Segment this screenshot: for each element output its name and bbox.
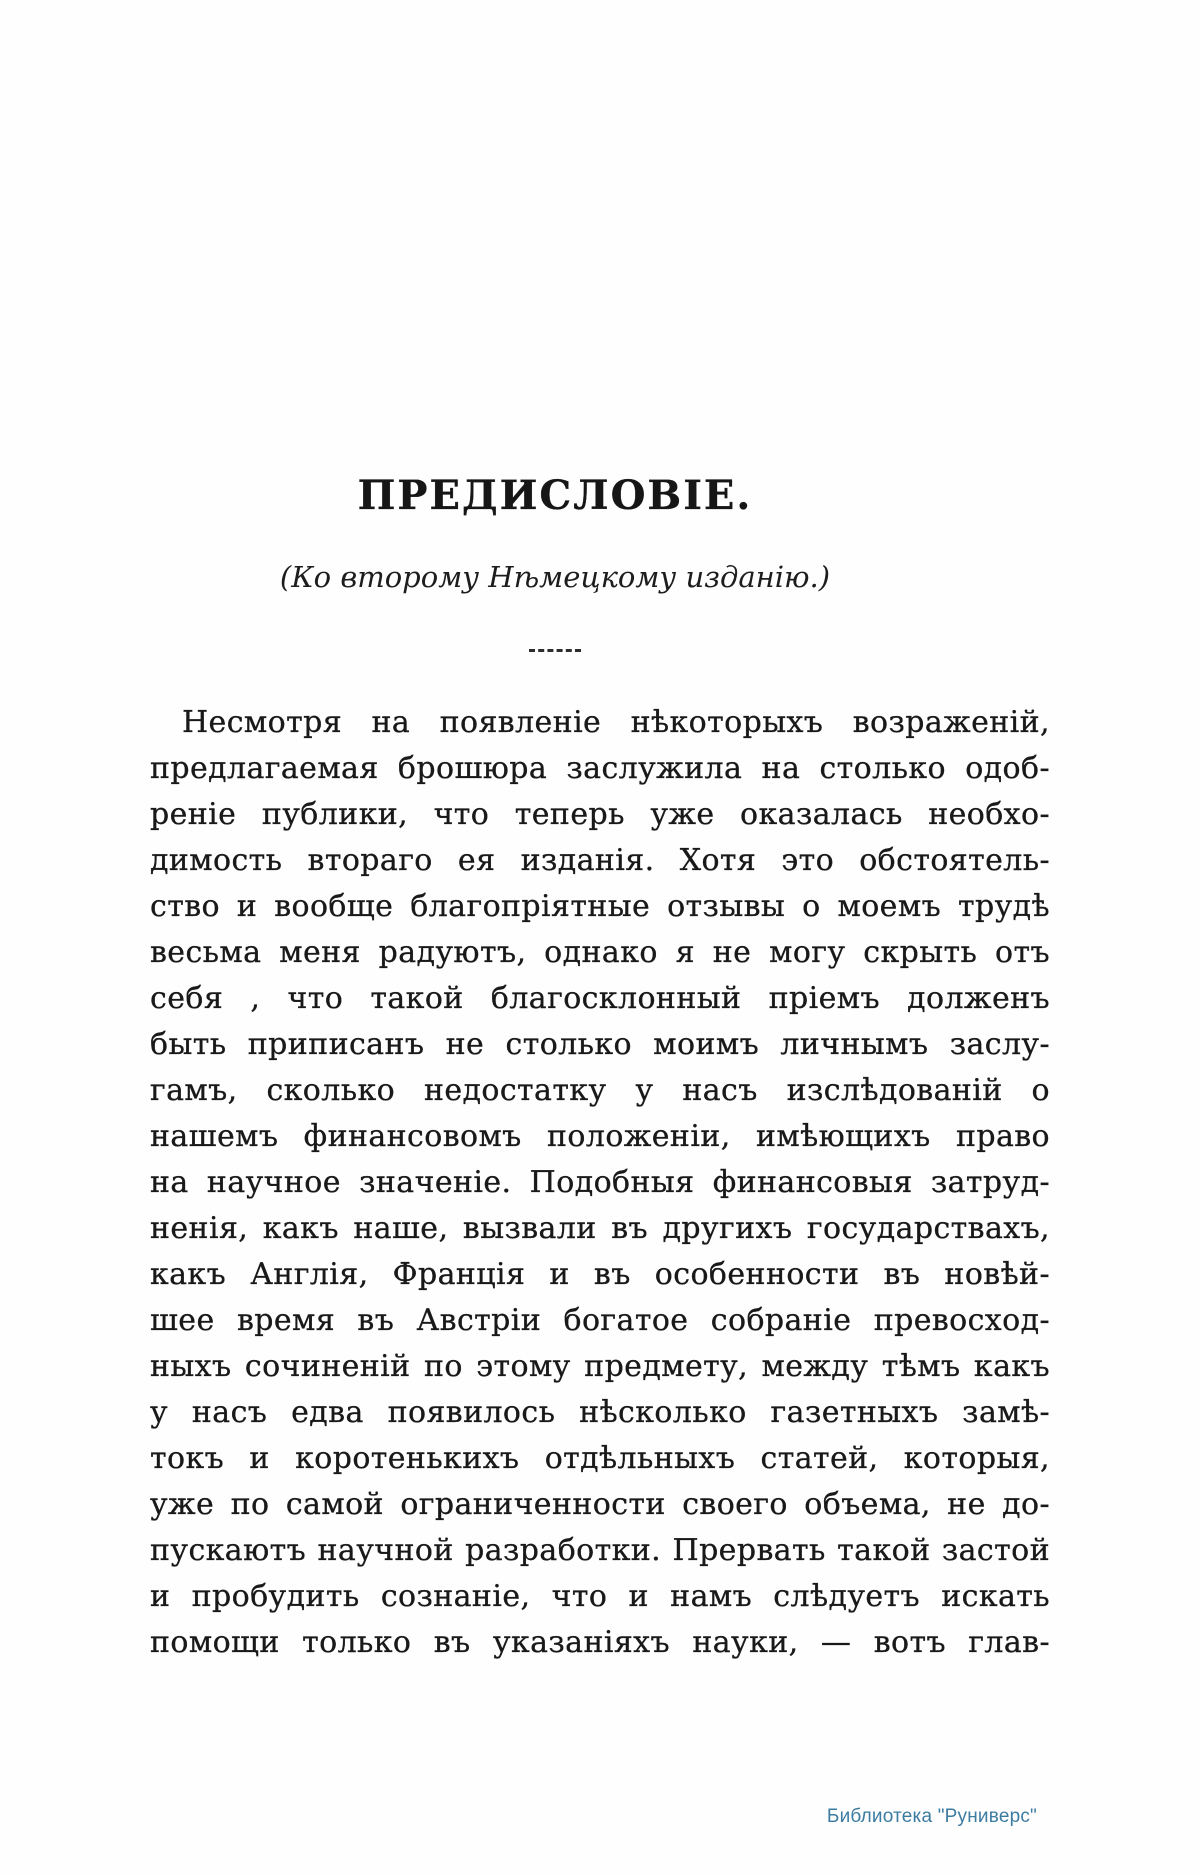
body-line: ство и вообще благопріятные отзывы о моемъ трудѣ xyxy=(150,889,1050,924)
body-line: у насъ едва появилось нѣсколько газетныхъ замѣ- xyxy=(150,1395,1050,1430)
body-line: пускаютъ научной разработки. Прервать такой застой xyxy=(150,1533,1050,1568)
body-line: реніе публики, что теперь уже оказалась необхо- xyxy=(150,797,1050,832)
body-line: уже по самой ограниченности своего объема, не до- xyxy=(150,1487,1050,1522)
section-divider xyxy=(60,649,1050,668)
body-line: димость втораго ея изданія. Хотя это обстоятель- xyxy=(150,843,1050,878)
body-line: и пробудить сознаніе, что и намъ слѣдуетъ искать xyxy=(150,1579,1050,1614)
body-text xyxy=(150,700,1050,1666)
body-line: ныхъ сочиненій по этому предмету, между тѣмъ какъ xyxy=(150,1349,1050,1384)
body-line: весьма меня радуютъ, однако я не могу скрыть отъ xyxy=(150,935,1050,970)
body-line: шее время въ Австріи богатое собраніе превосход- xyxy=(150,1303,1050,1338)
divider-dash xyxy=(529,649,581,652)
body-line: нашемъ финансовомъ положеніи, имѣющихъ право xyxy=(150,1119,1050,1154)
body-line: токъ и коротенькихъ отдѣльныхъ статей, которыя, xyxy=(150,1441,1050,1476)
body-line: быть приписанъ не столько моимъ личнымъ заслу- xyxy=(150,1027,1050,1062)
body-line: предлагаемая брошюра заслужила на столько одоб- xyxy=(150,751,1050,786)
library-watermark: Библиотека "Руниверс" xyxy=(826,1806,1037,1827)
body-line: Несмотря на появленіе нѣкоторыхъ возраженій, xyxy=(182,705,1050,740)
page-subtitle: (Ко второму Нѣмецкому изданію.) xyxy=(279,560,831,594)
page-title: ПРЕДИСЛОВІЕ. xyxy=(357,472,753,519)
body-line: гамъ, сколько недостатку у насъ изслѣдованій о xyxy=(150,1073,1050,1108)
body-line: какъ Англія, Франція и въ особенности въ новѣй- xyxy=(150,1257,1050,1292)
body-line: помощи только въ указаніяхъ науки, — вотъ глав- xyxy=(150,1625,1050,1660)
body-line: на научное значеніе. Подобныя финансовыя затруд- xyxy=(150,1165,1050,1200)
body-line: себя , что такой благосклонный пріемъ долженъ xyxy=(150,981,1050,1016)
body-line: ненія, какъ наше, вызвали въ другихъ государствахъ, xyxy=(150,1211,1050,1246)
